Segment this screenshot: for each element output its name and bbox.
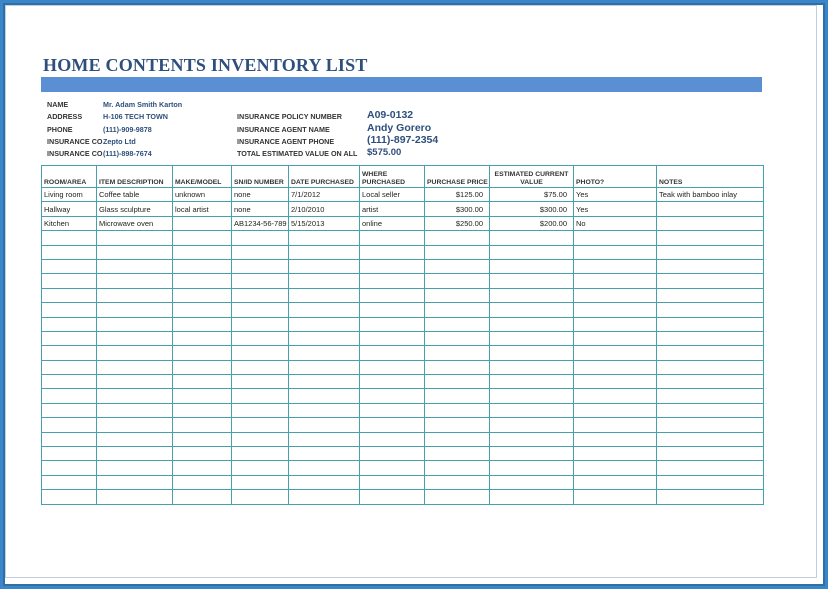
cell-make-model[interactable] — [173, 461, 232, 475]
table-row — [42, 432, 764, 446]
cell-where-purchased[interactable] — [360, 331, 425, 345]
table-row — [42, 490, 764, 504]
cell-room-area[interactable] — [42, 375, 97, 389]
cell-where-purchased[interactable] — [360, 346, 425, 360]
cell-where-purchased[interactable] — [360, 490, 425, 504]
cell-purchase-price[interactable] — [425, 303, 490, 317]
cell-sn-id-number[interactable] — [232, 288, 289, 302]
cell-notes[interactable] — [657, 360, 764, 374]
cell-item-description[interactable] — [97, 288, 173, 302]
table-row — [42, 475, 764, 489]
name-label: NAME — [47, 100, 69, 109]
cell-make-model[interactable] — [173, 216, 232, 230]
table-row — [42, 447, 764, 461]
cell-make-model[interactable] — [173, 288, 232, 302]
cell-notes[interactable] — [657, 216, 764, 230]
header-make-model[interactable]: MAKE/MODEL — [173, 166, 232, 188]
cell-estimated-current-value[interactable] — [490, 475, 574, 489]
cell-notes[interactable] — [657, 418, 764, 432]
cell-sn-id-number[interactable] — [232, 490, 289, 504]
cell-estimated-current-value[interactable]: $200.00 — [490, 216, 574, 230]
cell-where-purchased[interactable] — [360, 274, 425, 288]
cell-photo[interactable] — [574, 418, 657, 432]
cell-make-model[interactable] — [173, 303, 232, 317]
cell-item-description[interactable] — [97, 375, 173, 389]
cell-where-purchased[interactable] — [360, 432, 425, 446]
cell-room-area[interactable] — [42, 447, 97, 461]
cell-item-description[interactable] — [97, 490, 173, 504]
table-row — [42, 259, 764, 273]
cell-date-purchased[interactable] — [289, 259, 360, 273]
cell-photo[interactable] — [574, 490, 657, 504]
cell-item-description[interactable] — [97, 360, 173, 374]
address-label: ADDRESS — [47, 112, 83, 121]
cell-make-model[interactable] — [173, 360, 232, 374]
cell-room-area[interactable] — [42, 231, 97, 245]
cell-photo[interactable] — [574, 245, 657, 259]
cell-item-description[interactable] — [97, 346, 173, 360]
title-underline-bar — [41, 77, 762, 92]
cell-estimated-current-value[interactable] — [490, 245, 574, 259]
cell-room-area[interactable] — [42, 274, 97, 288]
cell-estimated-current-value[interactable] — [490, 259, 574, 273]
cell-room-area[interactable] — [42, 418, 97, 432]
cell-sn-id-number[interactable] — [232, 447, 289, 461]
cell-date-purchased[interactable] — [289, 274, 360, 288]
phone-value: (111)-909-9878 — [103, 125, 152, 134]
cell-date-purchased[interactable]: 2/10/2010 — [289, 202, 360, 216]
cell-date-purchased[interactable] — [289, 490, 360, 504]
table-row — [42, 461, 764, 475]
cell-where-purchased[interactable] — [360, 288, 425, 302]
header-estimated-current-value[interactable]: ESTIMATED CURRENT VALUE — [490, 166, 574, 188]
cell-where-purchased[interactable] — [360, 245, 425, 259]
table-row — [42, 346, 764, 360]
cell-make-model[interactable] — [173, 274, 232, 288]
cell-notes[interactable] — [657, 245, 764, 259]
cell-make-model[interactable] — [173, 447, 232, 461]
cell-item-description[interactable] — [97, 389, 173, 403]
cell-purchase-price[interactable] — [425, 447, 490, 461]
cell-sn-id-number[interactable] — [232, 231, 289, 245]
agent-phone-value: (111)-897-2354 — [367, 134, 439, 146]
cell-purchase-price[interactable]: $300.00 — [425, 202, 490, 216]
cell-purchase-price[interactable] — [425, 331, 490, 345]
table-row — [42, 231, 764, 245]
cell-estimated-current-value[interactable] — [490, 375, 574, 389]
cell-photo[interactable] — [574, 259, 657, 273]
cell-where-purchased[interactable] — [360, 360, 425, 374]
total-value-amount: $575.00 — [367, 147, 402, 158]
cell-item-description[interactable]: Microwave oven — [97, 216, 173, 230]
header-notes[interactable]: NOTES — [657, 166, 764, 188]
cell-room-area[interactable]: Kitchen — [42, 216, 97, 230]
cell-make-model[interactable] — [173, 317, 232, 331]
cell-sn-id-number[interactable] — [232, 360, 289, 374]
cell-photo[interactable] — [574, 360, 657, 374]
cell-estimated-current-value[interactable] — [490, 403, 574, 417]
name-value: Mr. Adam Smith Karton — [103, 100, 183, 109]
cell-make-model[interactable] — [173, 331, 232, 345]
cell-photo[interactable] — [574, 375, 657, 389]
cell-date-purchased[interactable]: 7/1/2012 — [289, 188, 360, 202]
cell-date-purchased[interactable] — [289, 447, 360, 461]
cell-photo[interactable]: Yes — [574, 188, 657, 202]
cell-make-model[interactable] — [173, 389, 232, 403]
cell-estimated-current-value[interactable]: $75.00 — [490, 188, 574, 202]
cell-sn-id-number[interactable]: AB1234-56-789 — [232, 216, 289, 230]
table-row — [42, 418, 764, 432]
cell-make-model[interactable] — [173, 418, 232, 432]
cell-estimated-current-value[interactable] — [490, 346, 574, 360]
cell-purchase-price[interactable] — [425, 475, 490, 489]
table-row — [42, 317, 764, 331]
cell-item-description[interactable]: Coffee table — [97, 188, 173, 202]
header-item-description[interactable]: ITEM DESCRIPTION — [97, 166, 173, 188]
cell-room-area[interactable] — [42, 432, 97, 446]
cell-date-purchased[interactable] — [289, 245, 360, 259]
cell-where-purchased[interactable] — [360, 418, 425, 432]
policy-number-label: INSURANCE POLICY NUMBER — [237, 112, 342, 121]
cell-room-area[interactable] — [42, 245, 97, 259]
cell-sn-id-number[interactable] — [232, 461, 289, 475]
cell-photo[interactable] — [574, 475, 657, 489]
cell-photo[interactable] — [574, 274, 657, 288]
cell-sn-id-number[interactable] — [232, 403, 289, 417]
cell-where-purchased[interactable] — [360, 403, 425, 417]
cell-item-description[interactable] — [97, 274, 173, 288]
cell-sn-id-number[interactable] — [232, 389, 289, 403]
cell-notes[interactable] — [657, 403, 764, 417]
insurance-co-phone-value: (111)-898-7674 — [103, 149, 152, 158]
cell-photo[interactable] — [574, 346, 657, 360]
cell-item-description[interactable] — [97, 259, 173, 273]
cell-where-purchased[interactable] — [360, 447, 425, 461]
cell-notes[interactable]: Teak with bamboo inlay — [657, 188, 764, 202]
cell-date-purchased[interactable]: 5/15/2013 — [289, 216, 360, 230]
cell-room-area[interactable] — [42, 490, 97, 504]
cell-notes[interactable] — [657, 274, 764, 288]
cell-photo[interactable] — [574, 461, 657, 475]
cell-room-area[interactable] — [42, 317, 97, 331]
table-row — [42, 216, 764, 230]
cell-where-purchased[interactable] — [360, 303, 425, 317]
cell-where-purchased[interactable]: online — [360, 216, 425, 230]
cell-photo[interactable] — [574, 317, 657, 331]
cell-purchase-price[interactable] — [425, 245, 490, 259]
cell-where-purchased[interactable] — [360, 461, 425, 475]
cell-make-model[interactable] — [173, 346, 232, 360]
agent-name-value: Andy Gorero — [367, 122, 432, 134]
cell-purchase-price[interactable] — [425, 259, 490, 273]
cell-date-purchased[interactable] — [289, 317, 360, 331]
cell-item-description[interactable] — [97, 475, 173, 489]
cell-purchase-price[interactable] — [425, 288, 490, 302]
cell-estimated-current-value[interactable] — [490, 447, 574, 461]
cell-notes[interactable] — [657, 259, 764, 273]
cell-photo[interactable] — [574, 432, 657, 446]
cell-sn-id-number[interactable] — [232, 245, 289, 259]
cell-sn-id-number[interactable] — [232, 317, 289, 331]
cell-notes[interactable] — [657, 389, 764, 403]
insurance-co-phone-label: INSURANCE CO — [47, 149, 103, 158]
cell-notes[interactable] — [657, 231, 764, 245]
cell-sn-id-number[interactable] — [232, 259, 289, 273]
cell-estimated-current-value[interactable] — [490, 274, 574, 288]
header-where-purchased[interactable]: WHERE PURCHASED — [360, 166, 425, 188]
cell-date-purchased[interactable] — [289, 389, 360, 403]
cell-item-description[interactable] — [97, 245, 173, 259]
cell-room-area[interactable] — [42, 475, 97, 489]
page-title: HOME CONTENTS INVENTORY LIST — [43, 55, 368, 75]
address-value: H-106 TECH TOWN — [103, 112, 168, 121]
cell-purchase-price[interactable] — [425, 389, 490, 403]
cell-make-model[interactable] — [173, 403, 232, 417]
cell-room-area[interactable] — [42, 360, 97, 374]
table-row — [42, 360, 764, 374]
table-row — [42, 202, 764, 216]
cell-room-area[interactable] — [42, 288, 97, 302]
cell-notes[interactable] — [657, 331, 764, 345]
cell-purchase-price[interactable] — [425, 418, 490, 432]
cell-date-purchased[interactable] — [289, 360, 360, 374]
cell-purchase-price[interactable] — [425, 274, 490, 288]
cell-date-purchased[interactable] — [289, 231, 360, 245]
cell-where-purchased[interactable] — [360, 375, 425, 389]
cell-sn-id-number[interactable] — [232, 274, 289, 288]
cell-purchase-price[interactable] — [425, 360, 490, 374]
table-header-row — [42, 166, 764, 188]
cell-photo[interactable] — [574, 447, 657, 461]
cell-photo[interactable] — [574, 303, 657, 317]
cell-make-model[interactable] — [173, 259, 232, 273]
cell-room-area[interactable] — [42, 461, 97, 475]
inventory-table — [41, 165, 764, 505]
cell-where-purchased[interactable]: artist — [360, 202, 425, 216]
cell-purchase-price[interactable] — [425, 346, 490, 360]
cell-photo[interactable] — [574, 231, 657, 245]
cell-date-purchased[interactable] — [289, 461, 360, 475]
table-row — [42, 288, 764, 302]
cell-notes[interactable] — [657, 447, 764, 461]
cell-make-model[interactable] — [173, 475, 232, 489]
header-room-area[interactable]: ROOM/AREA — [42, 166, 97, 188]
cell-purchase-price[interactable] — [425, 317, 490, 331]
cell-room-area[interactable] — [42, 259, 97, 273]
cell-photo[interactable] — [574, 389, 657, 403]
cell-estimated-current-value[interactable] — [490, 389, 574, 403]
cell-make-model[interactable] — [173, 245, 232, 259]
table-row — [42, 331, 764, 345]
cell-sn-id-number[interactable]: none — [232, 188, 289, 202]
cell-sn-id-number[interactable] — [232, 418, 289, 432]
cell-photo[interactable]: No — [574, 216, 657, 230]
header-purchase-price[interactable]: PURCHASE PRICE — [425, 166, 490, 188]
cell-notes[interactable] — [657, 461, 764, 475]
table-row — [42, 389, 764, 403]
cell-notes[interactable] — [657, 375, 764, 389]
cell-date-purchased[interactable] — [289, 403, 360, 417]
cell-estimated-current-value[interactable] — [490, 288, 574, 302]
cell-room-area[interactable] — [42, 403, 97, 417]
phone-label: PHONE — [47, 125, 73, 134]
cell-date-purchased[interactable] — [289, 346, 360, 360]
cell-make-model[interactable] — [173, 375, 232, 389]
cell-where-purchased[interactable] — [360, 317, 425, 331]
cell-date-purchased[interactable] — [289, 288, 360, 302]
cell-photo[interactable] — [574, 331, 657, 345]
cell-notes[interactable] — [657, 432, 764, 446]
cell-item-description[interactable] — [97, 331, 173, 345]
table-row — [42, 403, 764, 417]
cell-notes[interactable] — [657, 288, 764, 302]
cell-photo[interactable]: Yes — [574, 202, 657, 216]
cell-room-area[interactable] — [42, 389, 97, 403]
cell-room-area[interactable]: Hallway — [42, 202, 97, 216]
cell-photo[interactable] — [574, 288, 657, 302]
cell-date-purchased[interactable] — [289, 432, 360, 446]
insurance-co-label: INSURANCE CO — [47, 137, 103, 146]
agent-name-label: INSURANCE AGENT NAME — [237, 125, 330, 134]
cell-where-purchased[interactable] — [360, 231, 425, 245]
cell-item-description[interactable] — [97, 303, 173, 317]
cell-sn-id-number[interactable] — [232, 432, 289, 446]
cell-where-purchased[interactable] — [360, 389, 425, 403]
cell-room-area[interactable]: Living room — [42, 188, 97, 202]
cell-date-purchased[interactable] — [289, 418, 360, 432]
cell-purchase-price[interactable] — [425, 432, 490, 446]
cell-sn-id-number[interactable] — [232, 331, 289, 345]
insurance-co-value: Zepto Ltd — [103, 137, 136, 146]
policy-number-value: A09-0132 — [367, 109, 414, 121]
cell-estimated-current-value[interactable] — [490, 303, 574, 317]
cell-purchase-price[interactable] — [425, 231, 490, 245]
cell-room-area[interactable] — [42, 346, 97, 360]
agent-phone-label: INSURANCE AGENT PHONE — [237, 137, 335, 146]
cell-make-model[interactable] — [173, 490, 232, 504]
cell-item-description[interactable] — [97, 447, 173, 461]
cell-estimated-current-value[interactable]: $300.00 — [490, 202, 574, 216]
cell-sn-id-number[interactable] — [232, 346, 289, 360]
cell-room-area[interactable] — [42, 303, 97, 317]
cell-date-purchased[interactable] — [289, 331, 360, 345]
cell-item-description[interactable] — [97, 432, 173, 446]
table-row — [42, 303, 764, 317]
cell-item-description[interactable] — [97, 317, 173, 331]
cell-purchase-price[interactable] — [425, 375, 490, 389]
cell-notes[interactable] — [657, 475, 764, 489]
cell-where-purchased[interactable] — [360, 259, 425, 273]
cell-date-purchased[interactable] — [289, 303, 360, 317]
cell-item-description[interactable] — [97, 403, 173, 417]
cell-item-description[interactable] — [97, 461, 173, 475]
cell-make-model[interactable]: unknown — [173, 188, 232, 202]
cell-room-area[interactable] — [42, 331, 97, 345]
cell-purchase-price[interactable]: $250.00 — [425, 216, 490, 230]
table-row — [42, 375, 764, 389]
header-date-purchased[interactable]: DATE PURCHASED — [289, 166, 360, 188]
cell-purchase-price[interactable] — [425, 461, 490, 475]
table-row — [42, 245, 764, 259]
cell-notes[interactable] — [657, 490, 764, 504]
cell-notes[interactable] — [657, 317, 764, 331]
cell-notes[interactable] — [657, 202, 764, 216]
cell-notes[interactable] — [657, 303, 764, 317]
table-row — [42, 274, 764, 288]
cell-estimated-current-value[interactable] — [490, 461, 574, 475]
cell-make-model[interactable] — [173, 231, 232, 245]
cell-sn-id-number[interactable]: none — [232, 202, 289, 216]
header-photo[interactable]: PHOTO? — [574, 166, 657, 188]
cell-make-model[interactable] — [173, 432, 232, 446]
cell-estimated-current-value[interactable] — [490, 360, 574, 374]
cell-estimated-current-value[interactable] — [490, 231, 574, 245]
cell-estimated-current-value[interactable] — [490, 317, 574, 331]
cell-where-purchased[interactable]: Local seller — [360, 188, 425, 202]
total-value-label: TOTAL ESTIMATED VALUE ON ALL — [237, 149, 358, 158]
cell-sn-id-number[interactable] — [232, 303, 289, 317]
cell-make-model[interactable]: local artist — [173, 202, 232, 216]
cell-notes[interactable] — [657, 346, 764, 360]
cell-sn-id-number[interactable] — [232, 475, 289, 489]
cell-item-description[interactable] — [97, 418, 173, 432]
cell-date-purchased[interactable] — [289, 375, 360, 389]
table-row — [42, 188, 764, 202]
cell-where-purchased[interactable] — [360, 475, 425, 489]
cell-purchase-price[interactable]: $125.00 — [425, 188, 490, 202]
cell-purchase-price[interactable] — [425, 490, 490, 504]
cell-photo[interactable] — [574, 403, 657, 417]
cell-estimated-current-value[interactable] — [490, 432, 574, 446]
header-sn-id-number[interactable]: SN/ID NUMBER — [232, 166, 289, 188]
cell-date-purchased[interactable] — [289, 475, 360, 489]
cell-estimated-current-value[interactable] — [490, 490, 574, 504]
cell-estimated-current-value[interactable] — [490, 418, 574, 432]
cell-item-description[interactable]: Glass sculpture — [97, 202, 173, 216]
cell-item-description[interactable] — [97, 231, 173, 245]
cell-sn-id-number[interactable] — [232, 375, 289, 389]
cell-purchase-price[interactable] — [425, 403, 490, 417]
cell-estimated-current-value[interactable] — [490, 331, 574, 345]
